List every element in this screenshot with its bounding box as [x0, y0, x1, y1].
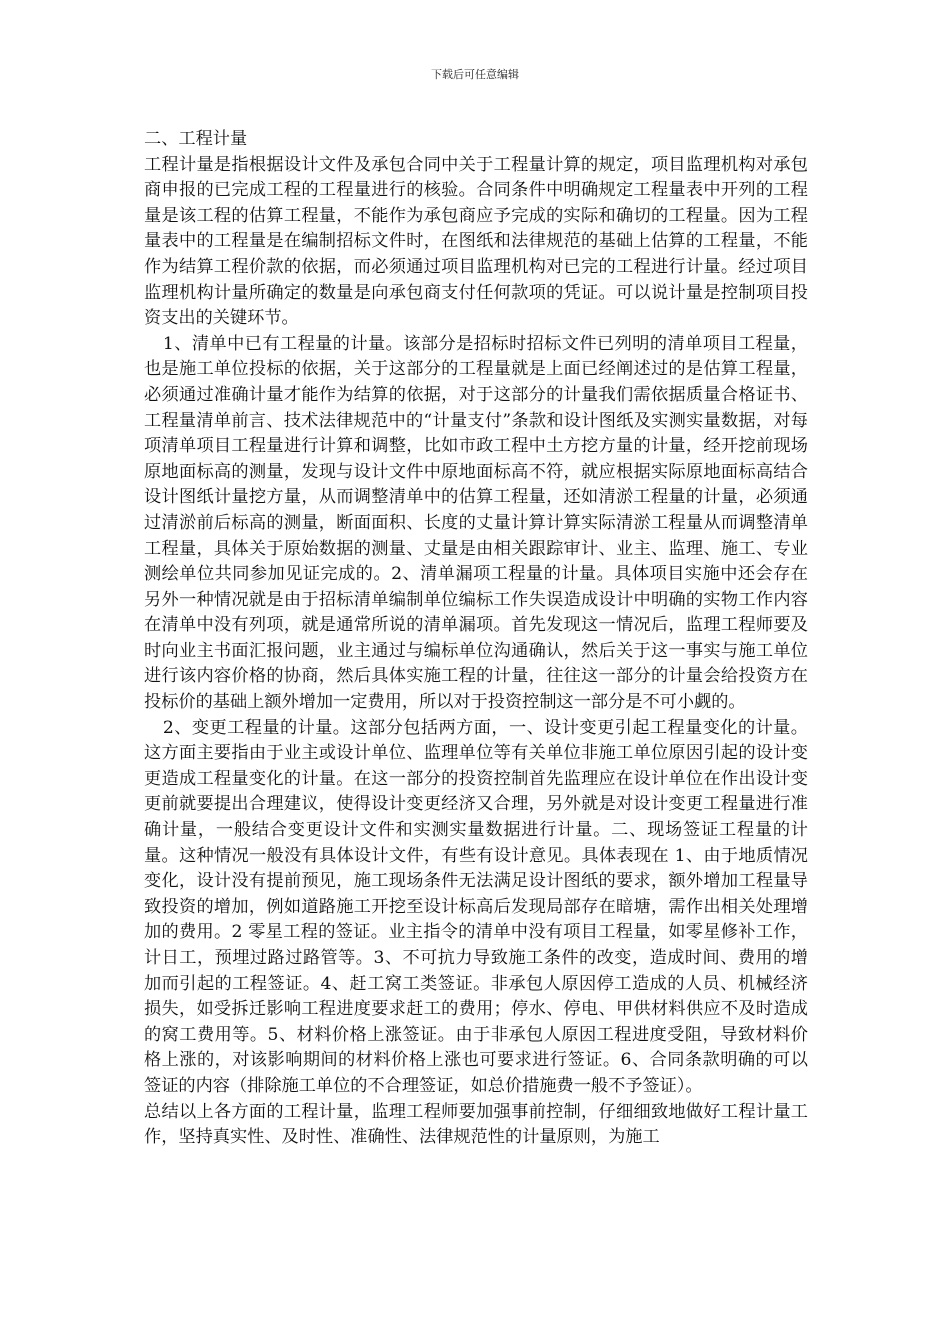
document-body: [144, 127, 808, 1151]
paragraph-item-1: 1、清单中已有工程量的计量。该部分是招标时招标文件已列明的清单项目工程量，也是施工单位投标的依据，关于这部分的工程量就是上面已经阐述过的是估算工程量，必须通过准确计量才能作为结算的依据，对于这部分的计量我们需依据质量合格证书、工程量清单前言、技术法律规范中的“计量支付”条款和设计图纸及实测实量数据，对每项清单项目工程量进行计算和调整，比如市政工程中土方挖方量的计量，经开挖前现场原地面标高的测量，发现与设计文件中原地面标高不符，就应根据实际原地面标高结合设计图纸计量挖方量，从而调整清单中的估算工程量，还如清淤工程量的计量，必须通过清淤前后标高的测量，断面面积、长度的丈量计算计算实际清淤工程量从而调整清单工程量，具体关于原始数据的测量、丈量是由相关跟踪审计、业主、监理、施工、专业测绘单位共同参加见证完成的。2、清单漏项工程量的计量。具体项目实施中还会存在另外一种情况就是由于招标清单编制单位编标工作失误造成设计中明确的实物工作内容在清单中没有列项，就是通常所说的清单漏项。首先发现这一情况后，监理工程师要及时向业主书面汇报问题，业主通过与编标单位沟通确认，然后关于这一事实与施工单位进行该内容价格的协商，然后具体实施工程的计量，往往这一部分的计量会给投资方在投标价的基础上额外增加一定费用，所以对于投资控制这一部分是不可小觑的。: [144, 333, 808, 713]
section-title: 二、工程计量: [144, 129, 248, 149]
paragraph-item-2: 2、变更工程量的计量。这部分包括两方面，一、设计变更引起工程量变化的计量。这方面主要指由于业主或设计单位、监理单位等有关单位非施工单位原因引起的设计变更造成工程量变化的计量。在这一部分的投资控制首先监理应在设计单位在作出设计变更前就要提出合理建议，使得设计变更经济又合理，另外就是对设计变更工程量进行准确计量，一般结合变更设计文件和实测实量数据进行计量。二、现场签证工程量的计量。这种情况一般没有具体设计文件，有些有设计意见。具体表现在 1、由于地质情况变化，设计没有提前预见，施工现场条件无法满足设计图纸的要求，额外增加工程量导致投资的增加，例如道路施工开挖至设计标高后发现局部存在暗塘，需作出相关处理增加的费用。2 零星工程的签证。业主指令的清单中没有项目工程量，如零星修补工作，计日工，预埋过路过路管等。3、不可抗力导致施工条件的改变，造成时间、费用的增加而引起的工程签证。4、赶工窝工类签证。非承包人原因停工造成的人员、机械经济损失，如受拆迁影响工程进度要求赶工的费用；停水、停电、甲供材料供应不及时造成的窝工费用等。5、材料价格上涨签证。由于非承包人原因工程进度受阻，导致材料价格上涨的，对该影响期间的材料价格上涨也可要求进行签证。6、合同条款明确的可以签证的内容（排除施工单位的不合理签证，如总价措施费一般不予签证）。: [144, 717, 808, 1096]
paragraph-summary: 总结以上各方面的工程计量，监理工程师要加强事前控制，仔细细致地做好工程计量工作，坚持真实性、及时性、准确性、法律规范性的计量原则，为施工: [144, 1101, 808, 1148]
paragraph-intro: 工程计量是指根据设计文件及承包合同中关于工程量计算的规定，项目监理机构对承包商申报的已完成工程的工程量进行的核验。合同条件中明确规定工程量表中开列的工程量是该工程的估算工程量，不能作为承包商应予完成的实际和确切的工程量。因为工程量表中的工程量是在编制招标文件时，在图纸和法律规范的基础上估算的工程量，不能作为结算工程价款的依据，而必须通过项目监理机构对已完的工程进行计量。经过项目监理机构计量所确定的数量是向承包商支付任何款项的凭证。可以说计量是控制项目投资支出的关键环节。: [144, 154, 808, 329]
page-header-note: 下载后可任意编辑: [431, 68, 519, 81]
